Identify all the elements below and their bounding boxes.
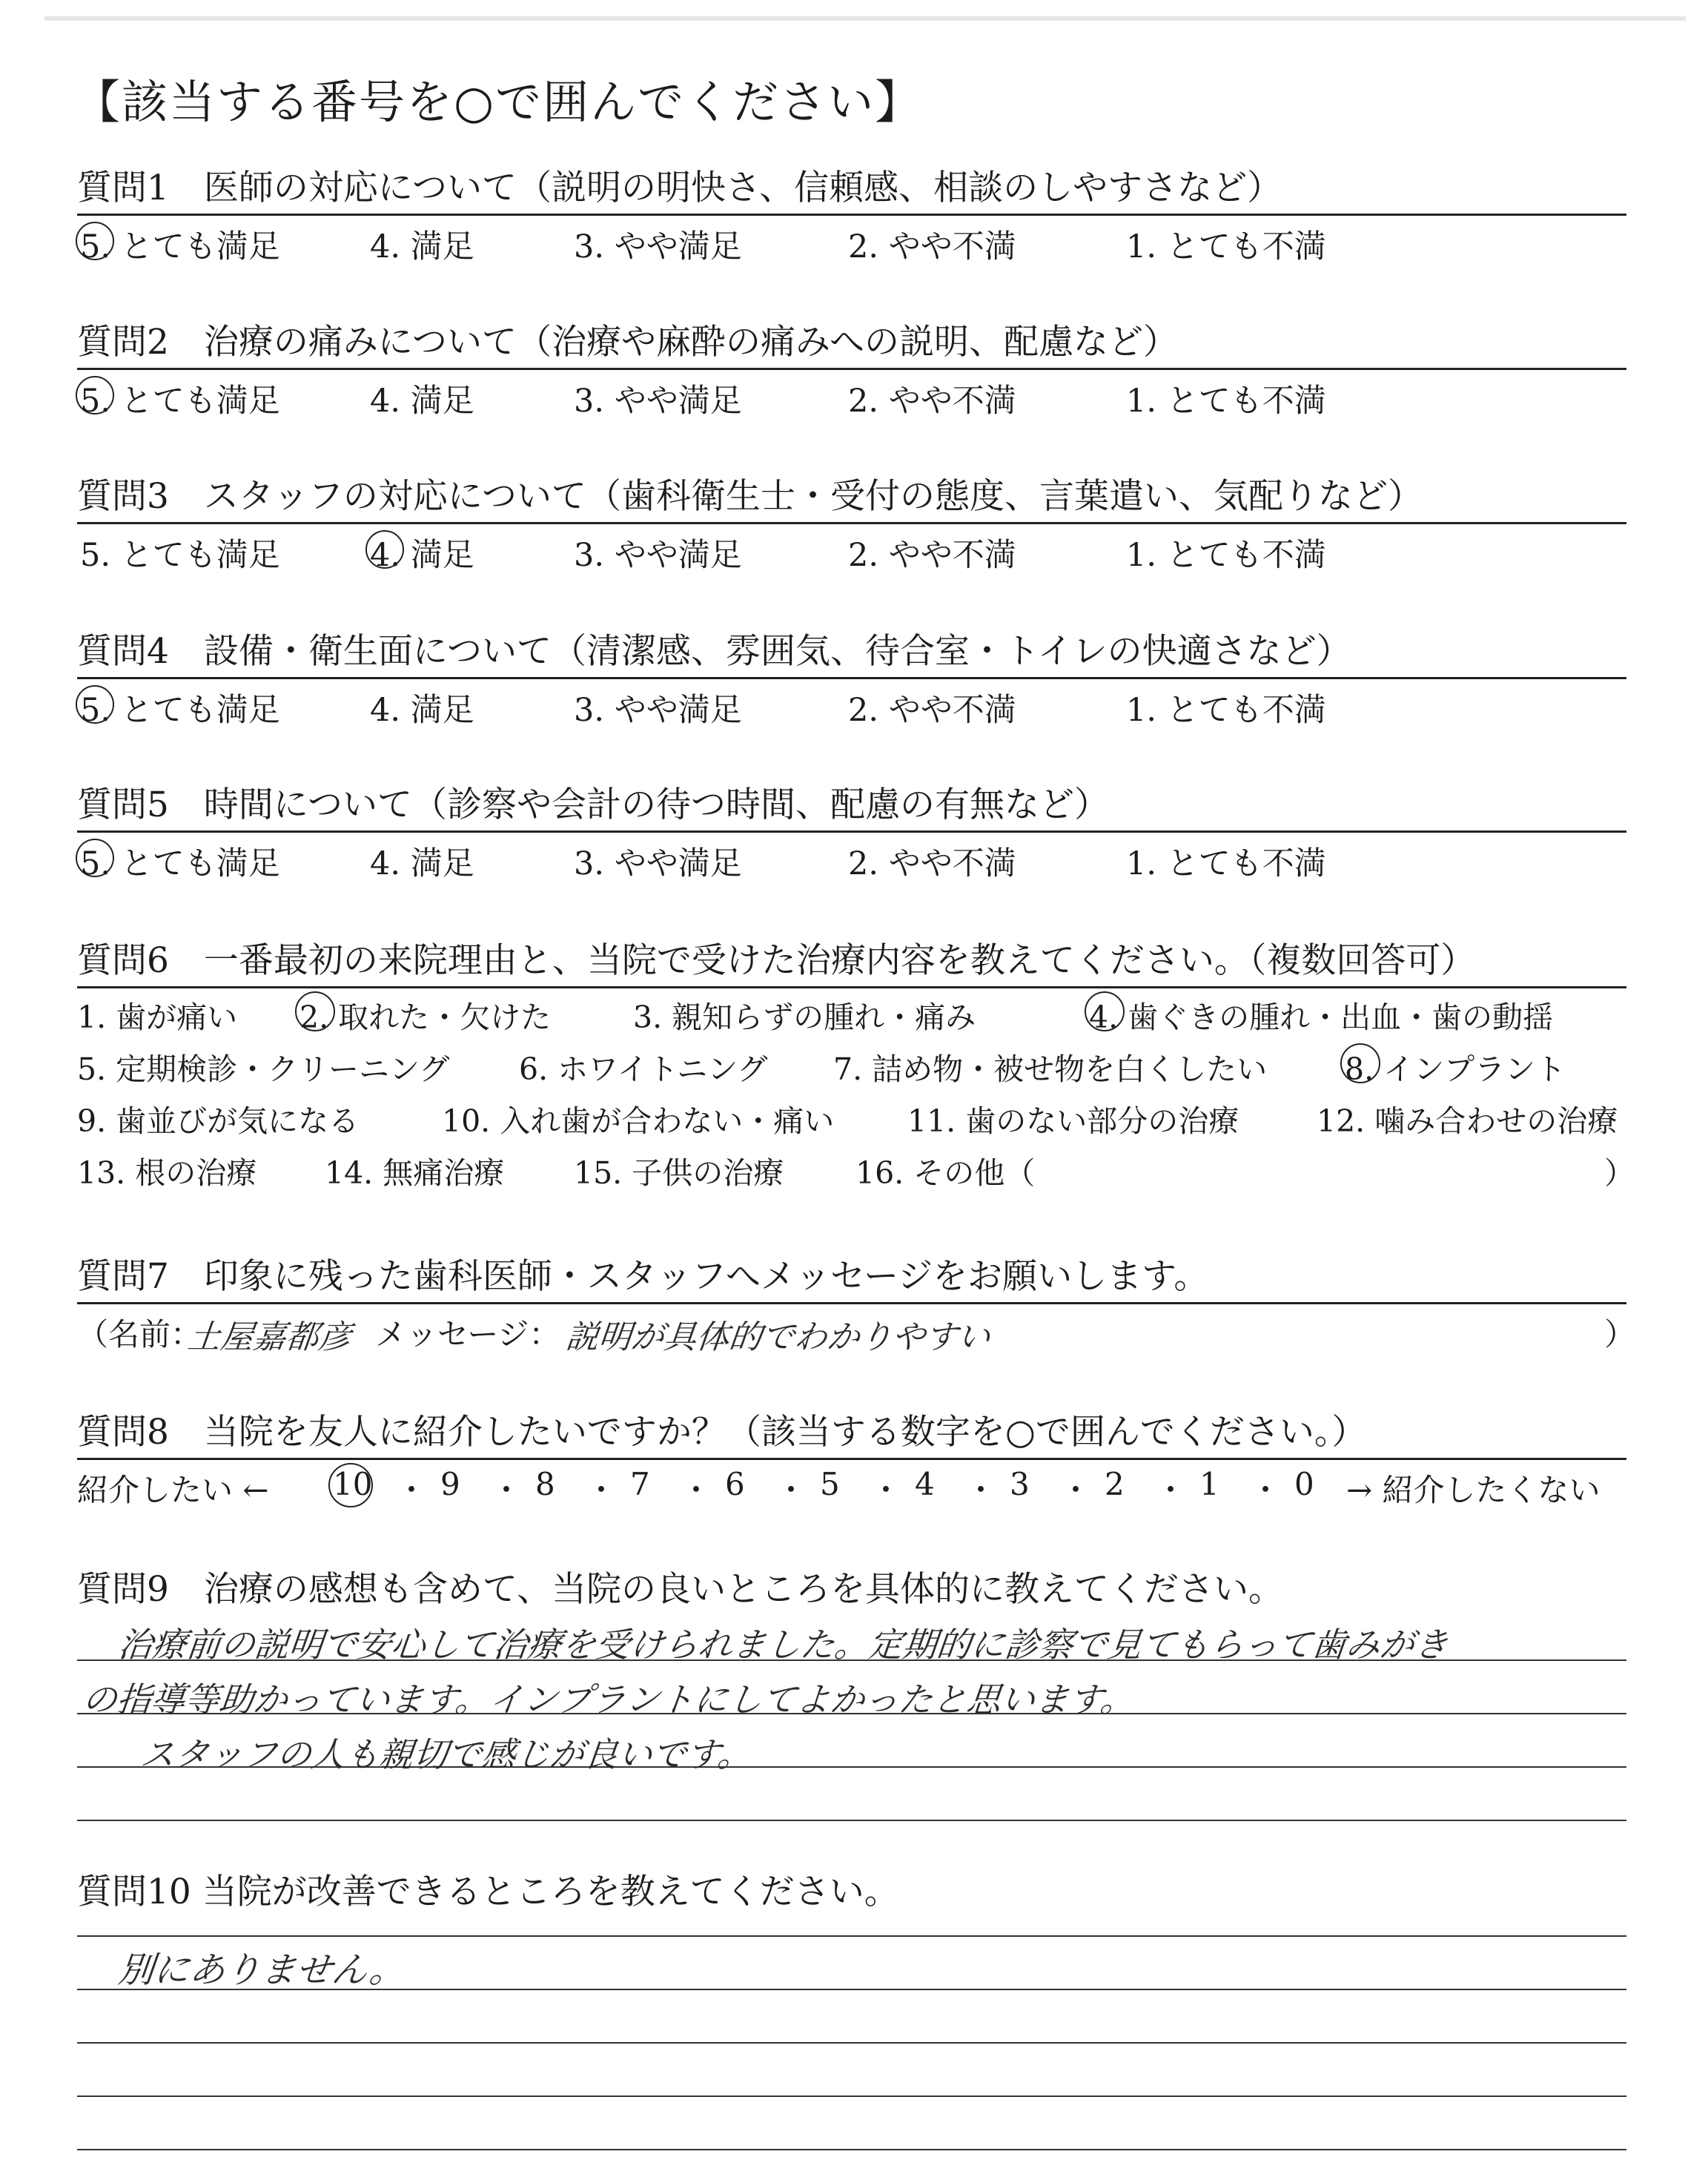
scale-value-0[interactable]: 0 [1294,1466,1314,1502]
name-prefix: （名前： [77,1316,202,1353]
scale-dot: ・ [491,1472,523,1508]
option-16-close: ） [1604,1155,1635,1191]
scale-left-label: 紹介したい ← [77,1472,269,1508]
scale-right-label: → 紹介したくない [1346,1472,1601,1508]
option-1[interactable]: 1. とても不満 [1126,692,1326,729]
question-5-label: 質問5 時間について（診察や会計の待つ時間、配慮の有無など） [77,780,1626,833]
answer-line [77,2149,1626,2150]
option-4[interactable]: 4. 歯ぐきの腫れ・出血・歯の動揺 [1089,993,1553,1037]
answer-handwriting: 別にありません。 [116,1949,408,1991]
question-2-label: 質問2 治療の痛みについて（治療や麻酔の痛みへの説明、配慮など） [77,317,1626,370]
question-5-options [77,833,1626,885]
question-7-label: 質問7 印象に残った歯科医師・スタッフへメッセージをお願いします。 [77,1252,1626,1304]
option-5[interactable]: 5. 定期検診・クリーニング [77,1051,450,1087]
option-3[interactable]: 3. やや満足 [574,845,742,882]
option-2[interactable]: 2. 取れた・欠けた [299,993,551,1037]
selection-circle [328,1463,373,1507]
option-10[interactable]: 10. 入れ歯が合わない・痛い [442,1103,835,1139]
option-3[interactable]: 3. 親知らずの腫れ・痛み [633,1000,976,1035]
scale-value-3[interactable]: 3 [1010,1466,1030,1502]
option-2[interactable]: 2. やや不満 [848,228,1016,265]
selection-circle [1085,991,1125,1031]
answer-line [77,2042,1626,2044]
option-6[interactable]: 6. ホワイトニング [519,1051,768,1087]
message-value: 説明が具体的でわかりやすい [563,1318,993,1356]
question-6-options [77,988,1635,1196]
options-row [77,1040,1626,1092]
question-3 [77,472,1626,576]
selection-circle [76,685,114,724]
scale-value-1[interactable]: 1 [1199,1466,1219,1502]
scale-dot: ・ [775,1472,807,1508]
question-7 [77,1252,1636,1356]
option-2[interactable]: 2. やや不満 [848,537,1016,574]
scale-dot: ・ [586,1472,618,1508]
question-9-label: 質問9 治療の感想も含めて、当院の良いところを具体的に教えてください。 [77,1569,1283,1610]
question-10 [77,1867,1626,1918]
option-4[interactable]: 4. 満足 [370,845,474,882]
option-4[interactable]: 4. 満足 [370,383,474,420]
scale-dot: ・ [1155,1472,1187,1508]
option-12[interactable]: 12. 噛み合わせの治療 [1317,1103,1618,1139]
scale-dot: ・ [1250,1472,1282,1508]
option-1[interactable]: 1. とても不満 [1126,228,1326,265]
question-5 [77,780,1626,885]
option-3[interactable]: 3. やや満足 [574,692,742,729]
scale-value-9[interactable]: 9 [440,1466,460,1502]
scale-dot: ・ [681,1472,712,1508]
options-row [77,1144,1635,1196]
form-title: 【該当する番号を○で囲んでください】 [74,75,923,129]
selection-circle [295,991,335,1031]
scale-value-10[interactable]: 10 [333,1466,372,1502]
option-5[interactable]: 5. とても満足 [80,685,280,730]
option-11[interactable]: 11. 歯のない部分の治療 [907,1103,1239,1139]
option-2[interactable]: 2. やや不満 [848,383,1016,420]
option-15[interactable]: 15. 子供の治療 [574,1155,784,1191]
option-1[interactable]: 1. 歯が痛い [77,1000,238,1035]
option-4[interactable]: 4. 満足 [370,228,474,265]
option-16[interactable]: 16. その他（ [855,1155,1036,1191]
option-4[interactable]: 4. 満足 [370,692,474,729]
option-14[interactable]: 14. 無痛治療 [325,1155,505,1191]
option-3[interactable]: 3. やや満足 [574,228,742,265]
option-2[interactable]: 2. やや不満 [848,845,1016,882]
question-3-label: 質問3 スタッフの対応について（歯科衛生士・受付の態度、言葉遣い、気配りなど） [77,472,1626,524]
selection-circle [365,530,404,569]
option-3[interactable]: 3. やや満足 [574,383,742,420]
question-8 [77,1407,1626,1512]
question-2-options [77,370,1626,422]
option-7[interactable]: 7. 詰め物・被せ物を白くしたい [833,1051,1268,1087]
answer-line [77,1935,1626,1937]
scale-value-4[interactable]: 4 [915,1466,935,1502]
option-8[interactable]: 8. インプラント [1345,1045,1566,1089]
answer-handwriting-line-3: スタッフの人も親切で感じが良いです。 [138,1734,754,1774]
option-5[interactable]: 5. とても満足 [80,537,280,574]
question-6 [77,936,1635,1196]
message-field[interactable] [77,1304,1636,1356]
recommend-scale [77,1460,1626,1512]
question-9 [77,1565,1626,1615]
option-9[interactable]: 9. 歯並びが気になる [77,1103,360,1139]
option-13[interactable]: 13. 根の治療 [77,1155,257,1191]
question-2 [77,317,1626,422]
question-1-label: 質問1 医師の対応について（説明の明快さ、信頼感、相談のしやすさなど） [77,163,1626,216]
selection-circle [76,222,114,260]
option-5[interactable]: 5. とても満足 [80,222,280,267]
options-row [77,1092,1626,1144]
selection-circle [1340,1043,1380,1083]
question-6-label: 質問6 一番最初の来院理由と、当院で受けた治療内容を教えてください。（複数回答可） [77,936,1626,988]
scale-value-7[interactable]: 7 [630,1466,650,1502]
scale-dot: ・ [965,1472,997,1508]
option-2[interactable]: 2. やや不満 [848,692,1016,729]
option-1[interactable]: 1. とても不満 [1126,537,1326,574]
answer-handwriting-line-2: の指導等助かっています。インプラントにしてよかったと思います。 [80,1680,1137,1720]
scale-dot: ・ [396,1472,428,1508]
answer-line [77,1820,1626,1821]
scale-value-2[interactable]: 2 [1105,1466,1125,1502]
answer-line [77,2095,1626,2097]
option-5[interactable]: 5. とても満足 [80,376,280,421]
scan-edge-line [44,16,1686,21]
question-4 [77,627,1626,731]
message-label: メッセージ： [375,1316,560,1353]
question-4-options [77,679,1626,731]
selection-circle [76,376,114,415]
option-1[interactable]: 1. とても不満 [1126,845,1326,882]
scale-value-5[interactable]: 5 [820,1466,840,1502]
selection-circle [76,839,114,877]
scale-value-6[interactable]: 6 [725,1466,745,1502]
scale-dot: ・ [1060,1472,1092,1508]
question-1-options [77,216,1626,268]
scale-dot: ・ [870,1472,902,1508]
question-10-label: 質問10 当院が改善できるところを教えてください。 [77,1872,899,1912]
option-4[interactable]: 4. 満足 [370,530,474,575]
name-value: 土屋嘉都彦 [185,1318,354,1356]
question-8-label: 質問8 当院を友人に紹介したいですか？（該当する数字を○で囲んでください。） [77,1407,1626,1460]
option-3[interactable]: 3. やや満足 [574,537,742,574]
question-1 [77,163,1626,268]
message-close: ） [1604,1316,1636,1353]
options-row [77,988,1626,1040]
option-1[interactable]: 1. とても不満 [1126,383,1326,420]
scale-value-8[interactable]: 8 [535,1466,555,1502]
option-5[interactable]: 5. とても満足 [80,839,280,884]
answer-handwriting-line-1: 治療前の説明で安心して治療を受けられました。定期的に診察で見てもらって歯みがき [116,1625,1451,1665]
question-4-label: 質問4 設備・衛生面について（清潔感、雰囲気、待合室・トイレの快適さなど） [77,627,1626,679]
question-3-options [77,524,1626,576]
